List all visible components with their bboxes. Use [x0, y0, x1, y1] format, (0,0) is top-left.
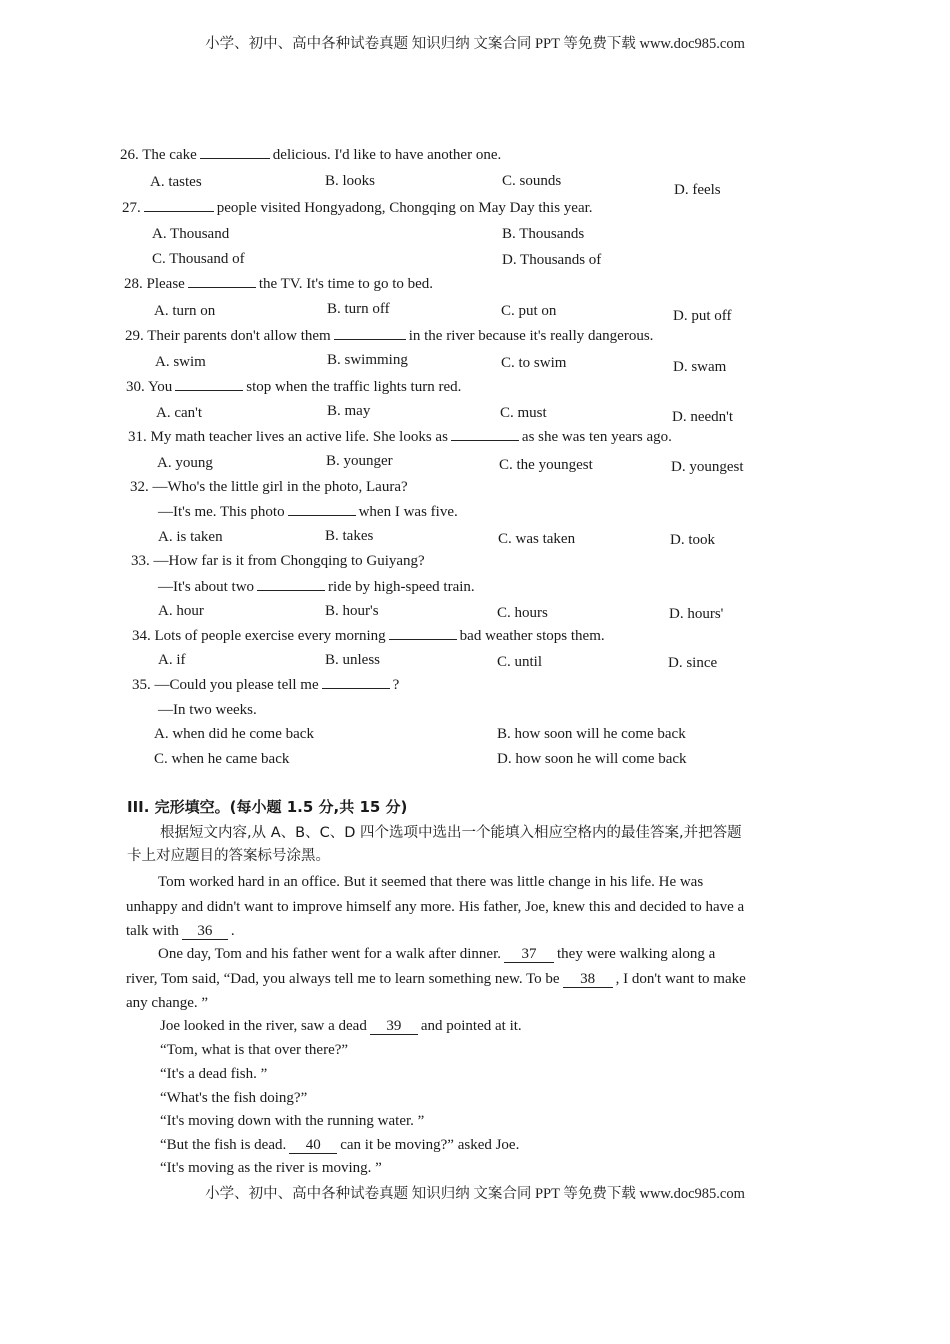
- q32-option-a: A. is taken: [158, 529, 223, 545]
- q35-option-d: D. how soon he will come back: [497, 751, 687, 767]
- question-26: 26. The cake delicious. I'd like to have another one.: [120, 147, 502, 163]
- q35-option-c: C. when he came back: [154, 751, 290, 767]
- passage-p2-line3: any change. ”: [126, 995, 209, 1011]
- q27-option-a: A. Thousand: [152, 226, 230, 242]
- dialogue-line-4: “It's moving down with the running water. ”: [160, 1113, 425, 1129]
- q34-option-b: B. unless: [325, 652, 381, 668]
- passage-p3: Joe looked in the river, saw a dead 39 and pointed at it.: [160, 1018, 522, 1034]
- question-28: 28. Please the TV. It's time to go to bed.: [124, 276, 434, 292]
- question-33: 33. —How far is it from Chongqing to Guiyang?: [131, 553, 425, 569]
- q26-option-c: C. sounds: [502, 173, 562, 189]
- q33-option-c: C. hours: [497, 605, 548, 621]
- passage-p1-line2: unhappy and didn't want to improve himself any more. His father, Joe, knew this and decided to have a: [126, 899, 745, 915]
- q29-option-a: A. swim: [155, 354, 206, 370]
- question-33-answer-line: —It's about two ride by high-speed train.: [158, 579, 475, 595]
- q33-option-b: B. hour's: [325, 603, 379, 619]
- q30-option-b: B. may: [327, 403, 371, 419]
- page-header: 小学、初中、高中各种试卷真题 知识归纳 文案合同 PPT 等免费下载 www.doc985.com: [205, 36, 745, 52]
- passage-p2-line1: One day, Tom and his father went for a walk after dinner. 37 they were walking along a: [158, 946, 716, 962]
- blank-37: 37: [504, 946, 554, 963]
- q35-option-a: A. when did he come back: [154, 726, 314, 742]
- q27-option-b: B. Thousands: [502, 226, 585, 242]
- q26-option-b: B. looks: [325, 173, 376, 189]
- q34-option-a: A. if: [158, 652, 186, 668]
- q28-option-b: B. turn off: [327, 301, 390, 317]
- q32-option-c: C. was taken: [498, 531, 576, 547]
- blank-38: 38: [563, 971, 613, 988]
- dialogue-line-2: “It's a dead fish. ”: [160, 1066, 268, 1082]
- question-27: 27. people visited Hongyadong, Chongqing on May Day this year.: [122, 200, 593, 216]
- question-34: 34. Lots of people exercise every morning bad weather stops them.: [132, 628, 605, 644]
- q35-option-b: B. how soon will he come back: [497, 726, 686, 742]
- q30-option-d: D. needn't: [672, 409, 734, 425]
- dialogue-line-1: “Tom, what is that over there?”: [160, 1042, 349, 1058]
- q34-option-d: D. since: [668, 655, 718, 671]
- passage-p1-line1: Tom worked hard in an office. But it seemed that there was little change in his life. He was: [158, 874, 704, 890]
- q33-option-a: A. hour: [158, 603, 204, 619]
- page-footer: 小学、初中、高中各种试卷真题 知识归纳 文案合同 PPT 等免费下载 www.doc985.com: [205, 1186, 745, 1202]
- q33-option-d: D. hours': [669, 606, 724, 622]
- question-32: 32. —Who's the little girl in the photo, Laura?: [130, 479, 408, 495]
- question-29: 29. Their parents don't allow them in the river because it's really dangerous.: [125, 328, 654, 344]
- blank-40: 40: [289, 1137, 337, 1154]
- q32-option-d: D. took: [670, 532, 715, 548]
- question-32-answer-line: —It's me. This photo when I was five.: [158, 504, 458, 520]
- q30-option-a: A. can't: [156, 405, 203, 421]
- q32-option-b: B. takes: [325, 528, 374, 544]
- passage-p2-line2: river, Tom said, “Dad, you always tell me to learn something new. To be 38 , I don't want to make: [126, 971, 746, 987]
- section-3-instructions-line2: 卡上对应题目的答案标号涂黑。: [127, 848, 330, 864]
- q28-option-d: D. put off: [673, 308, 732, 324]
- q31-option-a: A. young: [157, 455, 213, 471]
- q28-option-a: A. turn on: [154, 303, 216, 319]
- passage-p1-line3: talk with 36 .: [126, 923, 235, 939]
- q28-option-c: C. put on: [501, 303, 557, 319]
- q29-option-c: C. to swim: [501, 355, 567, 371]
- q27-option-d: D. Thousands of: [502, 252, 602, 268]
- q31-option-b: B. younger: [326, 453, 393, 469]
- dialogue-line-3: “What's the fish doing?”: [160, 1090, 308, 1106]
- q30-option-c: C. must: [500, 405, 547, 421]
- question-31: 31. My math teacher lives an active life. She looks as as she was ten years ago.: [128, 429, 672, 445]
- q29-option-b: B. swimming: [327, 352, 408, 368]
- dialogue-line-6: “It's moving as the river is moving. ”: [160, 1160, 382, 1176]
- section-3-title: III. 完形填空。(每小题 1.5 分,共 15 分): [127, 798, 408, 816]
- blank-36: 36: [182, 923, 228, 940]
- question-35-answer-line: —In two weeks.: [158, 702, 257, 718]
- q26-option-a: A. tastes: [150, 174, 202, 190]
- question-30: 30. You stop when the traffic lights turn red.: [126, 379, 462, 395]
- q29-option-d: D. swam: [673, 359, 727, 375]
- q31-option-d: D. youngest: [671, 459, 744, 475]
- blank-39: 39: [370, 1018, 418, 1035]
- section-3-instructions-line1: 根据短文内容,从 A、B、C、D 四个选项中选出一个能填入相应空格内的最佳答案,并把答题: [160, 825, 742, 841]
- q34-option-c: C. until: [497, 654, 543, 670]
- q31-option-c: C. the youngest: [499, 457, 593, 473]
- dialogue-line-5: “But the fish is dead. 40 can it be moving?” asked Joe.: [160, 1137, 520, 1153]
- q27-option-c: C. Thousand of: [152, 251, 245, 267]
- question-35: 35. —Could you please tell me ?: [132, 677, 400, 693]
- q26-option-d: D. feels: [674, 182, 721, 198]
